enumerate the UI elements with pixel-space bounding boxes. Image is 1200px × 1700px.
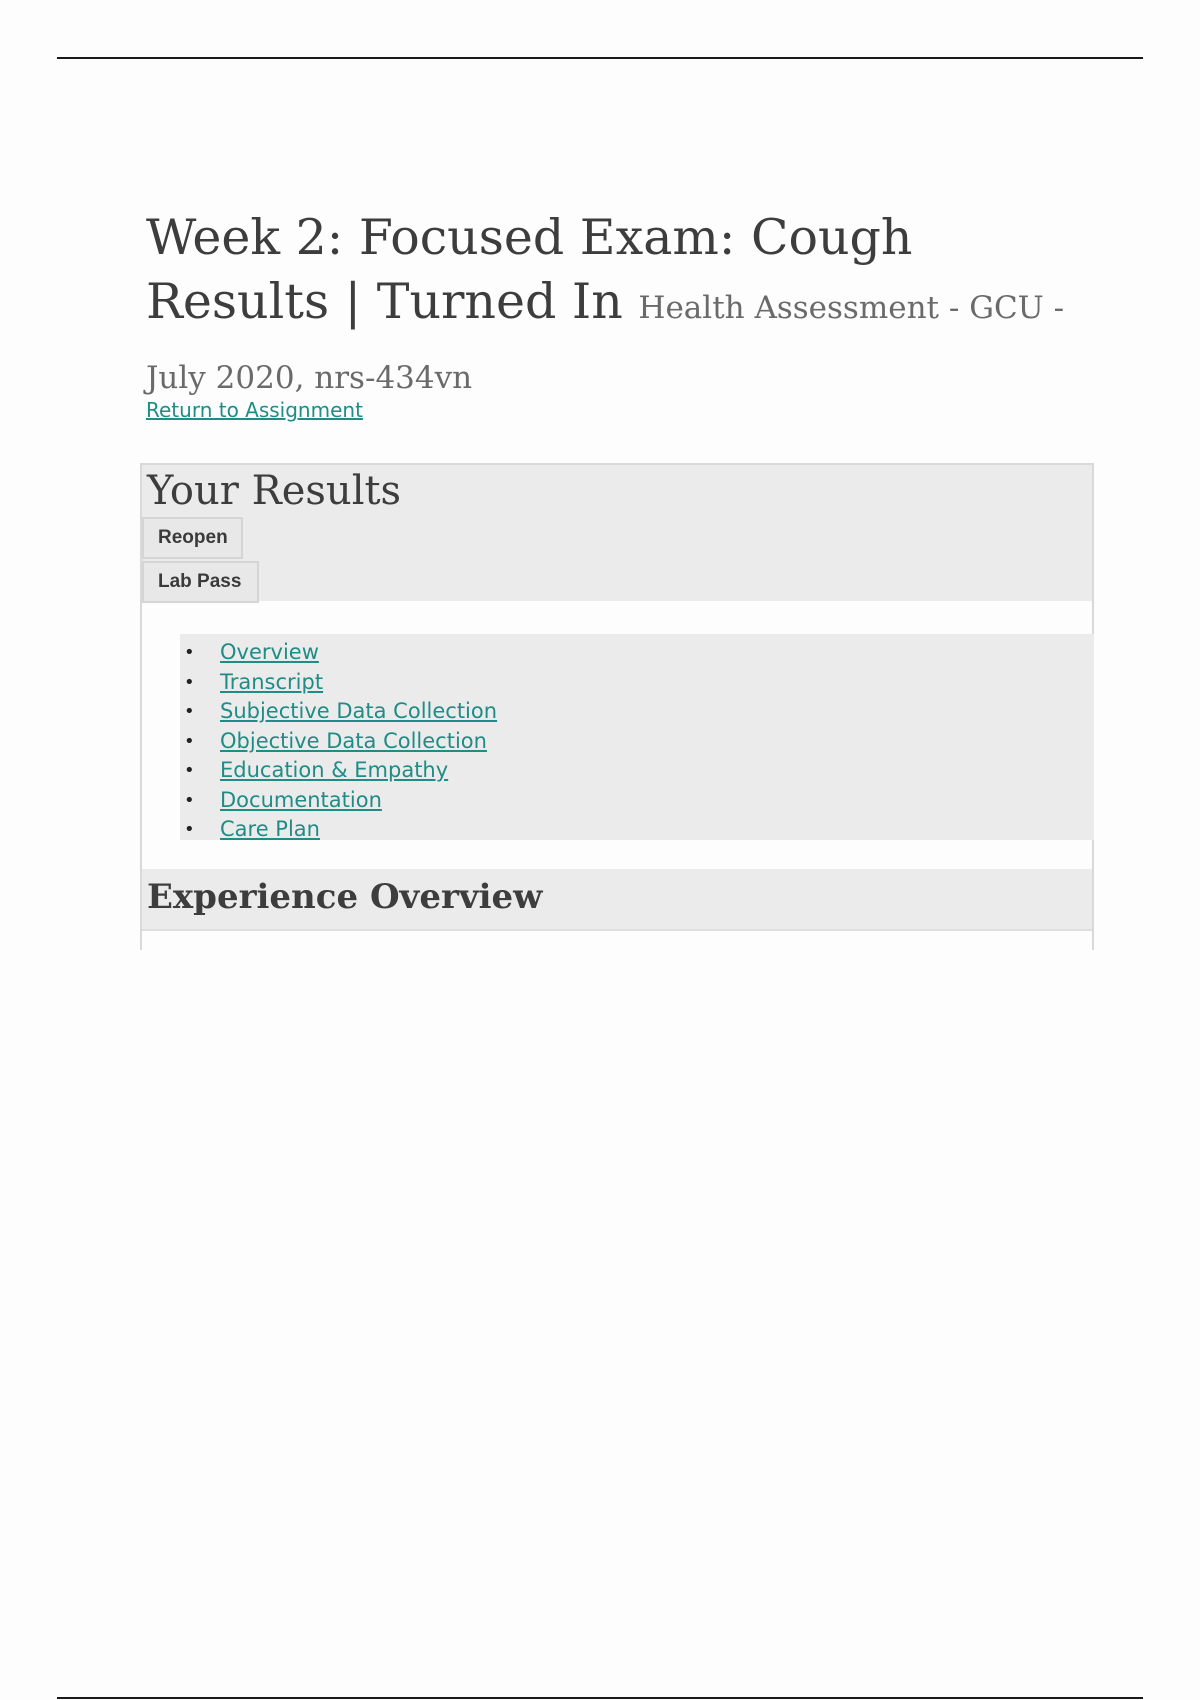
bullet-icon: • xyxy=(184,671,195,693)
nav-item-care-plan xyxy=(180,815,1094,845)
bullet-icon: • xyxy=(184,819,195,840)
nav-link-objective-data-collection[interactable]: Objective Data Collection xyxy=(220,728,487,753)
bottom-divider xyxy=(57,1697,1143,1699)
return-to-assignment-link[interactable]: Return to Assignment xyxy=(146,398,363,422)
nav-link-education-empathy[interactable]: Education & Empathy xyxy=(220,758,449,782)
results-header xyxy=(142,465,1092,601)
lab-pass-button[interactable]: Lab Pass xyxy=(142,561,259,603)
nav-link-care-plan[interactable]: Care Plan xyxy=(220,817,320,841)
page-title-main: Week 2: Focused Exam: Cough Results | Turned In xyxy=(146,209,913,330)
nav-link-overview[interactable]: Overview xyxy=(220,640,319,664)
bullet-icon: • xyxy=(184,760,195,781)
nav-link-documentation[interactable]: Documentation xyxy=(220,787,382,812)
nav-item-transcript xyxy=(180,668,1094,698)
bullet-icon: • xyxy=(184,642,195,663)
results-nav-list xyxy=(180,634,1094,840)
results-title: Your Results xyxy=(147,468,402,514)
nav-item-overview xyxy=(180,638,1094,668)
nav-item-education-empathy xyxy=(180,756,1094,786)
bullet-icon: • xyxy=(184,789,195,811)
page-title xyxy=(146,206,1066,410)
reopen-button[interactable]: Reopen xyxy=(142,517,243,559)
nav-link-subjective-data-collection[interactable]: Subjective Data Collection xyxy=(220,699,498,723)
page-subtitle: Health Assessment - GCU - July 2020, nrs-434vn xyxy=(146,290,1065,396)
nav-item-objective-data-collection xyxy=(180,727,1094,757)
bullet-icon: • xyxy=(184,701,195,722)
results-panel xyxy=(140,463,1094,950)
experience-overview-header xyxy=(142,869,1092,931)
top-divider xyxy=(57,57,1143,59)
nav-link-transcript[interactable]: Transcript xyxy=(220,669,324,694)
experience-overview-title: Experience Overview xyxy=(147,877,543,917)
nav-item-subjective-data-collection xyxy=(180,697,1094,727)
nav-item-documentation xyxy=(180,786,1094,816)
bullet-icon: • xyxy=(184,730,195,752)
